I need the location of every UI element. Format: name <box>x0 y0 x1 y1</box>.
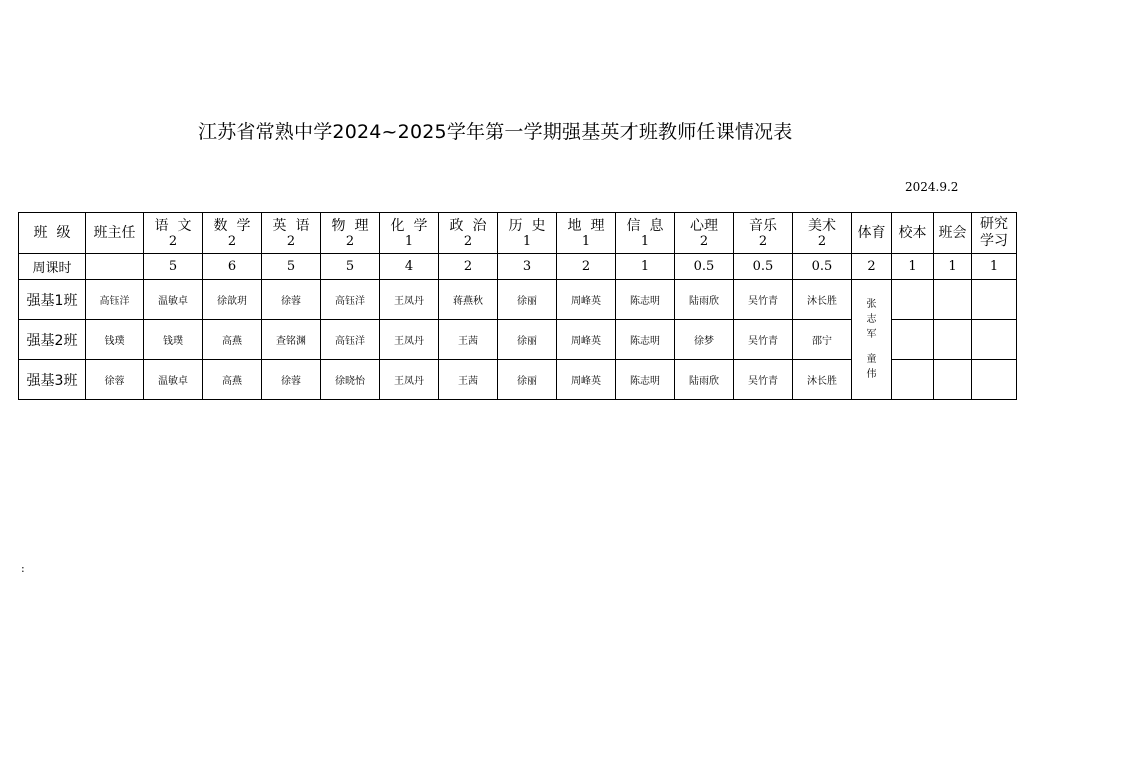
subject-header-pe: 体育 <box>852 213 892 254</box>
teacher-cell: 徐丽 <box>498 320 557 360</box>
pe-teacher-char: 童 <box>866 354 877 365</box>
class-row <box>19 280 1017 320</box>
subject-header-geography: 地 理 1 <box>557 213 616 254</box>
teacher-cell: 温敏卓 <box>144 360 203 400</box>
header-row <box>19 213 1017 254</box>
periods-value: 5 <box>321 254 380 280</box>
research-cell <box>972 360 1017 400</box>
teacher-cell: 高钰洋 <box>321 320 380 360</box>
teacher-cell: 沐长胜 <box>793 280 852 320</box>
head-teacher-cell: 高钰洋 <box>86 280 144 320</box>
subject-header-chinese: 语 文 2 <box>144 213 203 254</box>
periods-value: 2 <box>852 254 892 280</box>
subject-header-music: 音乐 2 <box>734 213 793 254</box>
teacher-cell: 徐蓉 <box>262 360 321 400</box>
periods-value: 2 <box>557 254 616 280</box>
periods-head-teacher <box>86 254 144 280</box>
subject-header-physics: 物 理 2 <box>321 213 380 254</box>
footnote-mark: : <box>21 562 25 575</box>
pe-teacher-char: 伟 <box>866 369 877 380</box>
subject-header-school-based: 校本 <box>892 213 934 254</box>
periods-value: 4 <box>380 254 439 280</box>
subject-header-english: 英 语 2 <box>262 213 321 254</box>
teacher-cell: 王凤丹 <box>380 360 439 400</box>
weekly-periods-row <box>19 254 1017 280</box>
class-meeting-cell <box>934 280 972 320</box>
teacher-cell: 高燕 <box>203 320 262 360</box>
teacher-cell: 陆雨欣 <box>675 280 734 320</box>
periods-value: 5 <box>144 254 203 280</box>
teacher-cell: 蒋燕秋 <box>439 280 498 320</box>
teacher-cell: 徐歆玥 <box>203 280 262 320</box>
teacher-cell: 徐蓉 <box>262 280 321 320</box>
class-name: 强基3班 <box>19 360 86 400</box>
document-title: 江苏省常熟中学2024~2025学年第一学期强基英才班教师任课情况表 <box>198 121 793 143</box>
periods-value: 0.5 <box>734 254 793 280</box>
head-teacher-cell: 徐蓉 <box>86 360 144 400</box>
subject-header-art: 美术 2 <box>793 213 852 254</box>
teacher-cell: 陆雨欣 <box>675 360 734 400</box>
teacher-cell: 查铭渊 <box>262 320 321 360</box>
pe-teacher-cell <box>852 280 892 400</box>
subject-header-class-meeting: 班会 <box>934 213 972 254</box>
periods-value: 0.5 <box>675 254 734 280</box>
teacher-cell: 沐长胜 <box>793 360 852 400</box>
subject-header-math: 数 学 2 <box>203 213 262 254</box>
periods-value: 1 <box>934 254 972 280</box>
teacher-cell: 陈志明 <box>616 360 675 400</box>
teacher-cell: 邵宁 <box>793 320 852 360</box>
teacher-cell: 周峰英 <box>557 320 616 360</box>
subject-header-psychology: 心理 2 <box>675 213 734 254</box>
school-based-cell <box>892 280 934 320</box>
subject-header-it: 信 息 1 <box>616 213 675 254</box>
periods-value: 1 <box>892 254 934 280</box>
teacher-cell: 徐梦 <box>675 320 734 360</box>
teacher-assignment-table <box>18 212 1017 400</box>
teacher-cell: 吴竹青 <box>734 280 793 320</box>
teacher-cell: 徐丽 <box>498 360 557 400</box>
pe-teacher-char: 张 <box>866 299 877 310</box>
school-based-cell <box>892 320 934 360</box>
periods-value: 6 <box>203 254 262 280</box>
class-name: 强基1班 <box>19 280 86 320</box>
subject-header-chemistry: 化 学 1 <box>380 213 439 254</box>
subject-header-politics: 政 治 2 <box>439 213 498 254</box>
teacher-cell: 陈志明 <box>616 320 675 360</box>
teacher-cell: 钱璞 <box>144 320 203 360</box>
class-meeting-cell <box>934 320 972 360</box>
teacher-cell: 王茜 <box>439 320 498 360</box>
teacher-cell: 王凤丹 <box>380 320 439 360</box>
teacher-cell: 王凤丹 <box>380 280 439 320</box>
subject-header-research: 研究学习 <box>972 213 1017 254</box>
periods-value: 1 <box>616 254 675 280</box>
teacher-cell: 周峰英 <box>557 280 616 320</box>
teacher-cell: 陈志明 <box>616 280 675 320</box>
teacher-cell: 吴竹青 <box>734 320 793 360</box>
periods-value: 3 <box>498 254 557 280</box>
teacher-cell: 吴竹青 <box>734 360 793 400</box>
head-teacher-cell: 钱璞 <box>86 320 144 360</box>
teacher-cell: 周峰英 <box>557 360 616 400</box>
periods-value: 5 <box>262 254 321 280</box>
research-cell <box>972 320 1017 360</box>
subject-header-history: 历 史 1 <box>498 213 557 254</box>
periods-value: 0.5 <box>793 254 852 280</box>
class-header-cell: 班 级 <box>19 213 86 254</box>
teacher-cell: 徐丽 <box>498 280 557 320</box>
teacher-cell: 高钰洋 <box>321 280 380 320</box>
school-based-cell <box>892 360 934 400</box>
periods-label: 周课时 <box>19 254 86 280</box>
document-date: 2024.9.2 <box>905 180 959 194</box>
teacher-cell: 徐晓怡 <box>321 360 380 400</box>
periods-value: 1 <box>972 254 1017 280</box>
teacher-cell: 王茜 <box>439 360 498 400</box>
teacher-cell: 高燕 <box>203 360 262 400</box>
head-teacher-header-cell: 班主任 <box>86 213 144 254</box>
class-meeting-cell <box>934 360 972 400</box>
class-name: 强基2班 <box>19 320 86 360</box>
pe-teacher-char: 军 <box>866 329 877 340</box>
periods-value: 2 <box>439 254 498 280</box>
teacher-cell: 温敏卓 <box>144 280 203 320</box>
research-cell <box>972 280 1017 320</box>
pe-teacher-char: 志 <box>866 314 877 325</box>
